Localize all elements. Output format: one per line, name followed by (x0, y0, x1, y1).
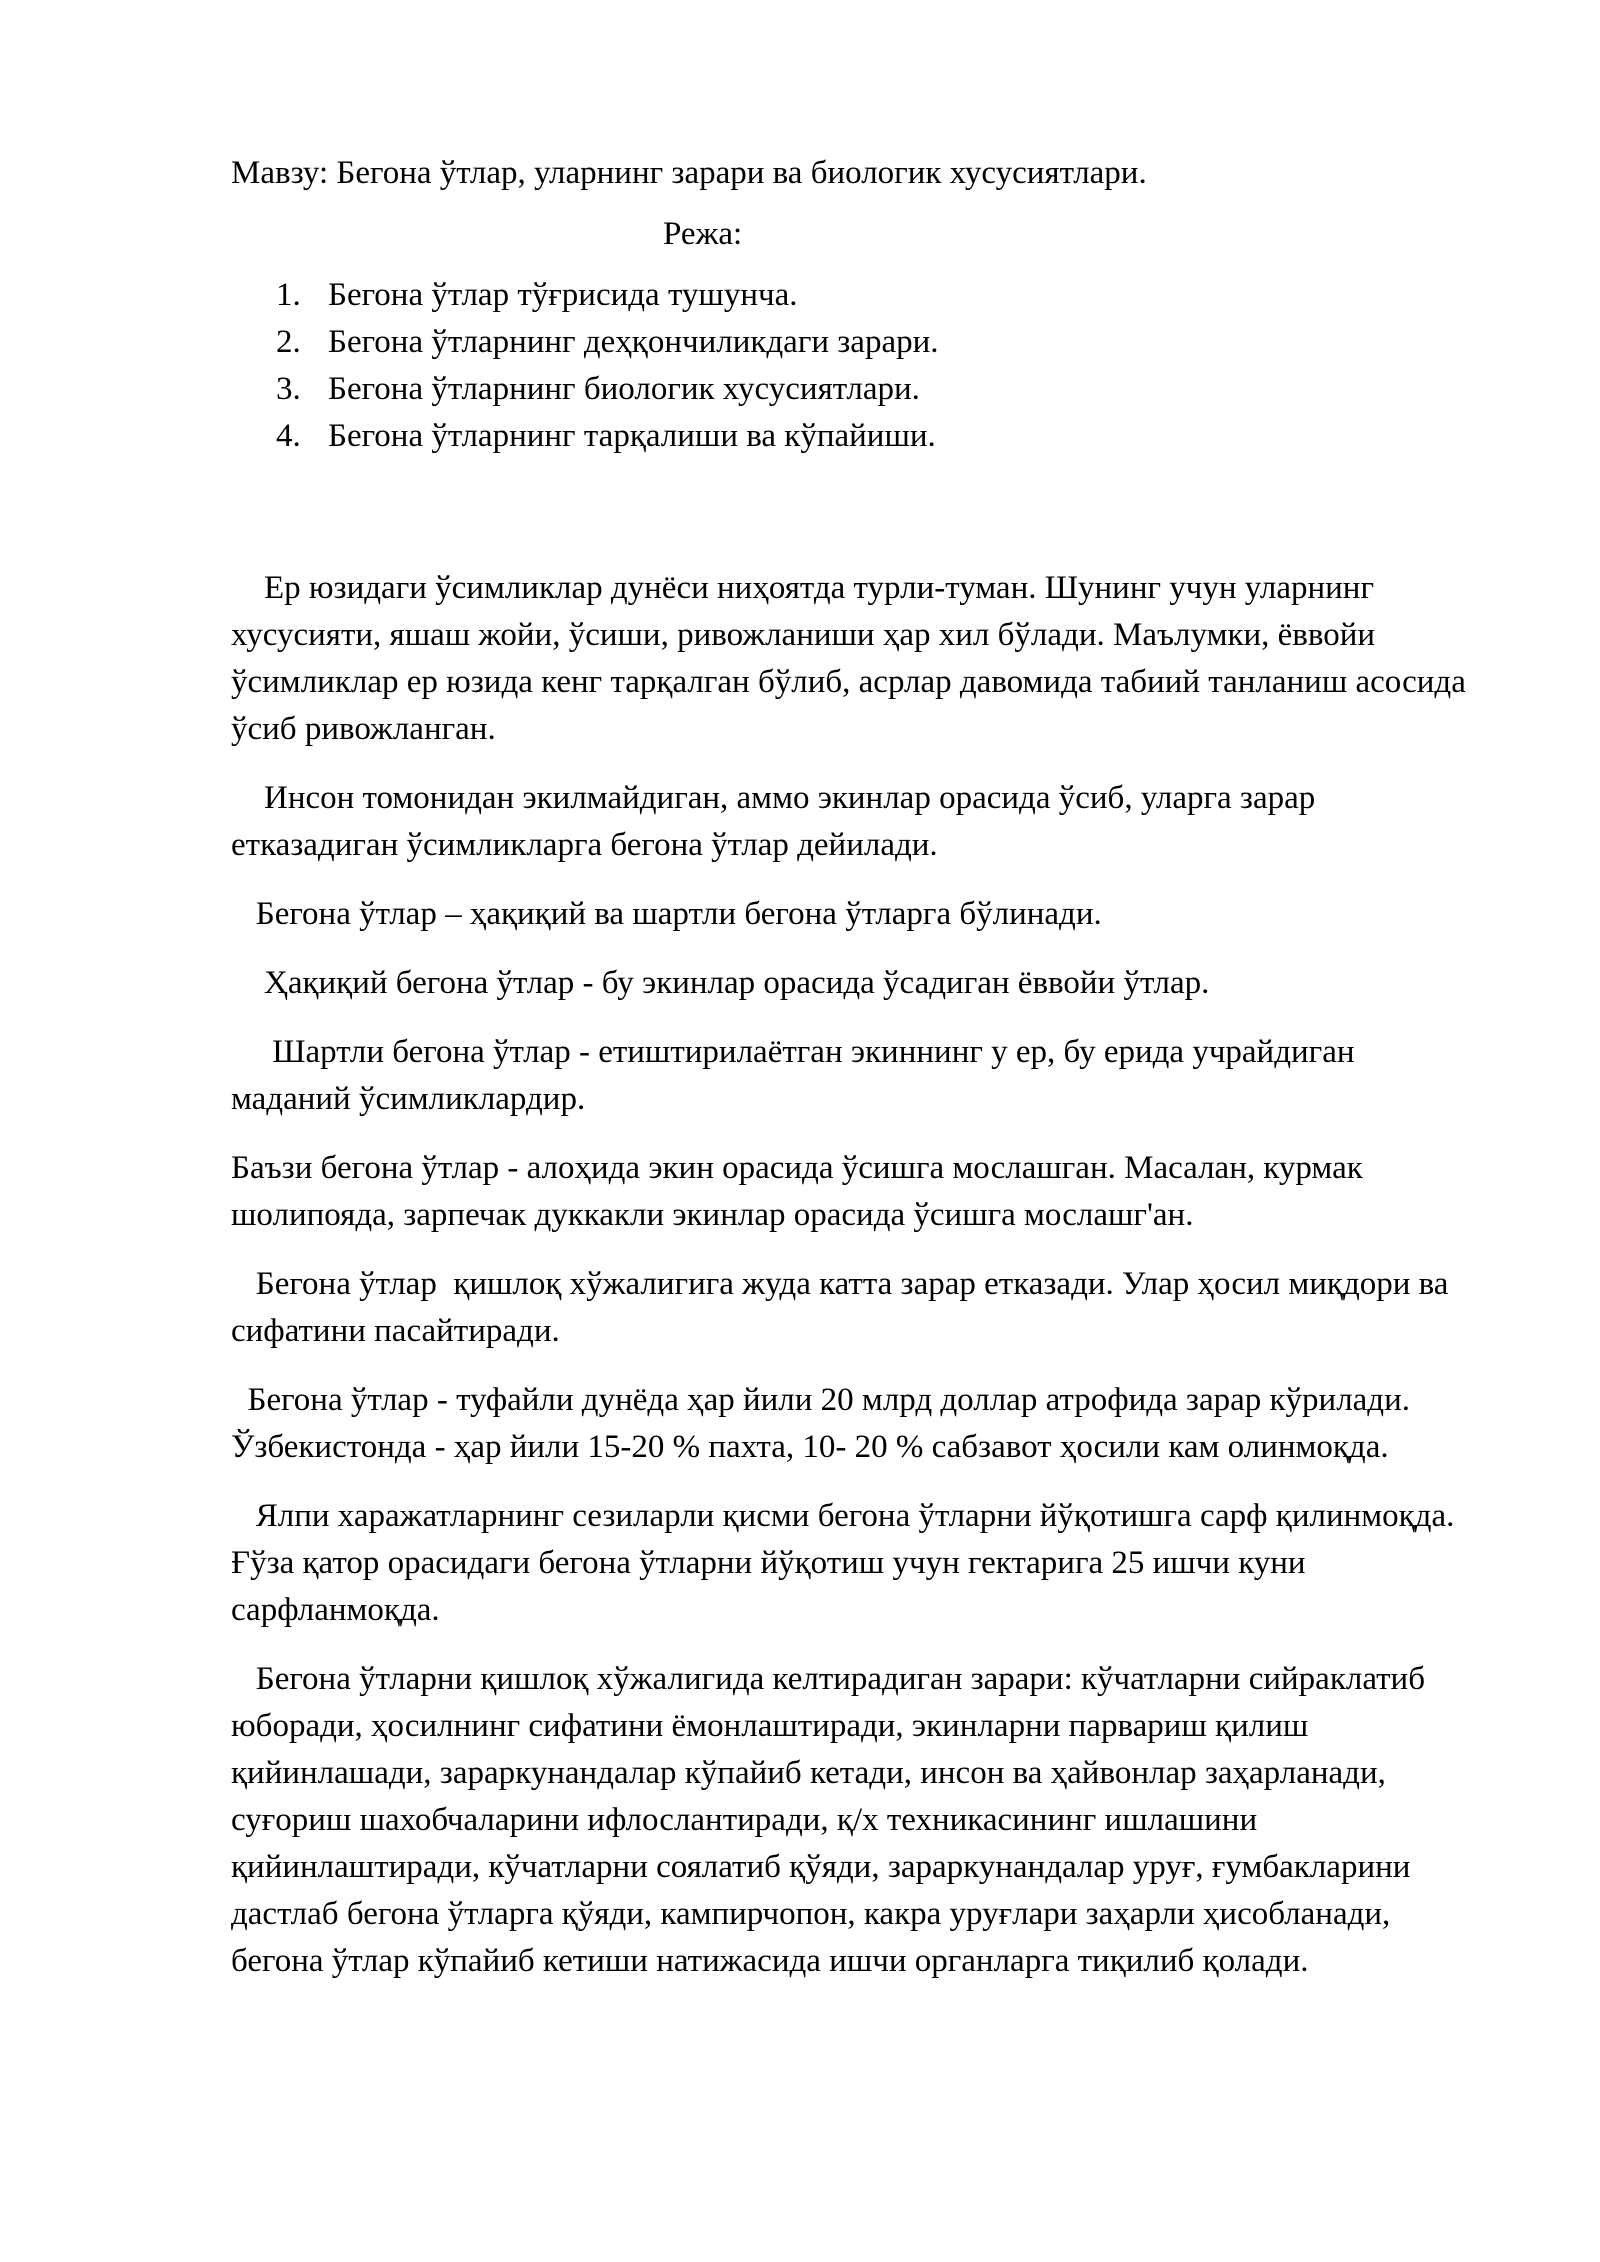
plan-item (231, 272, 1471, 319)
plan-heading: Режа: (663, 216, 743, 252)
plan-item-text: Бегона ўтлар тўғрисида тушунча. (328, 277, 798, 313)
topic-title: Мавзу: Бегона ўтлар, уларнинг зарари ва биологик хусусиятлари. (231, 155, 1147, 191)
plan-item-text: Бегона ўтларнинг биологик хусусиятлари. (328, 371, 920, 407)
document-body (231, 150, 1475, 2007)
paragraph: Баъзи бегона ўтлар - алоҳида экин орасида ўсишга мослашган. Масалан, курмак шолипояда, зарпечак дуккакли экинлар орасида ўсишга мослашг'ан. (231, 1150, 1372, 1233)
plan-item-number: 3. (276, 371, 301, 407)
paragraph: Инсон томонидан экилмайдиган, аммо экинлар орасида ўсиб, уларга зарар етказадиган ўсимликларга бегона ўтлар дейилади. (231, 780, 1324, 863)
paragraph: Бегона ўтларни қишлоқ хўжалигида келтирадиган зарари: кўчатларни сийраклатиб юборади, ҳосилнинг сифатини ёмонлаштиради, экинларни парвариш қилиш қийинлашади, зараркунандалар кўпайиб кетади, инсон ва ҳайвонлар заҳарланади, суғориш шахобчаларини ифлослантиради, қ/х техникасининг ишлашини қийинлаштиради, кўчатларни соялатиб қўяди, зараркунандалар уруғ, ғумбакларини дастлаб бегона ўтларга қўяди, кампирчопон, какра уруғлари заҳарли ҳисобланади, бегона ўтлар кўпайиб кетиши натижасида ишчи органларга тиқилиб қолади. (231, 1661, 1434, 1979)
plan-item (231, 366, 1471, 413)
paragraph: Ялпи харажатларнинг сезиларли қисми бегона ўтларни йўқотишга сарф қилинмоқда. Ғўза қатор орасидаги бегона ўтларни йўқотиш учун гектарига 25 ишчи куни сарфланмоқда. (231, 1498, 1463, 1628)
plan-item (231, 413, 1471, 460)
paragraph: Ер юзидаги ўсимликлар дунёси ниҳоятда турли-туман. Шунинг учун уларнинг хусусияти, яшаш жойи, ўсиши, ривожланиши ҳар хил бўлади. Маълумки, ёввойи ўсимликлар ер юзида кенг тарқалган бўлиб, асрлар давомида табиий танланиш асосида ўсиб ривожланган. (231, 570, 1475, 747)
paragraph: Бегона ўтлар қишлоқ хўжалигига жуда катта зарар етказади. Улар ҳосил миқдори ва сифатини пасайтиради. (231, 1266, 1457, 1349)
plan-item (231, 319, 1471, 366)
paragraph: Бегона ўтлар - туфайли дунёда ҳар йили 20 млрд доллар атрофида зарар кўрилади. Ўзбекистонда - ҳар йили 15-20 % пахта, 10- 20 % сабзавот ҳосили кам олинмоқда. (231, 1382, 1419, 1465)
plan-list (231, 272, 1471, 460)
plan-item-text: Бегона ўтларнинг деҳқончиликдаги зарари. (328, 324, 939, 360)
plan-item-number: 1. (276, 277, 301, 313)
paragraph: Ҳақиқий бегона ўтлар - бу экинлар орасида ўсадиган ёввойи ўтлар. (231, 965, 1210, 1001)
paragraph: Бегона ўтлар – ҳақиқий ва шартли бегона ўтларга бўлинади. (231, 896, 1102, 932)
plan-item-number: 2. (276, 324, 301, 360)
paragraph: Шартли бегона ўтлар - етиштирилаётган экиннинг у ер, бу ерида учрайдиган маданий ўсимликлардир. (231, 1034, 1363, 1117)
section-spacer (231, 460, 1471, 565)
plan-item-text: Бегона ўтларнинг тарқалиши ва кўпайиши. (328, 418, 936, 454)
plan-item-number: 4. (276, 418, 301, 454)
